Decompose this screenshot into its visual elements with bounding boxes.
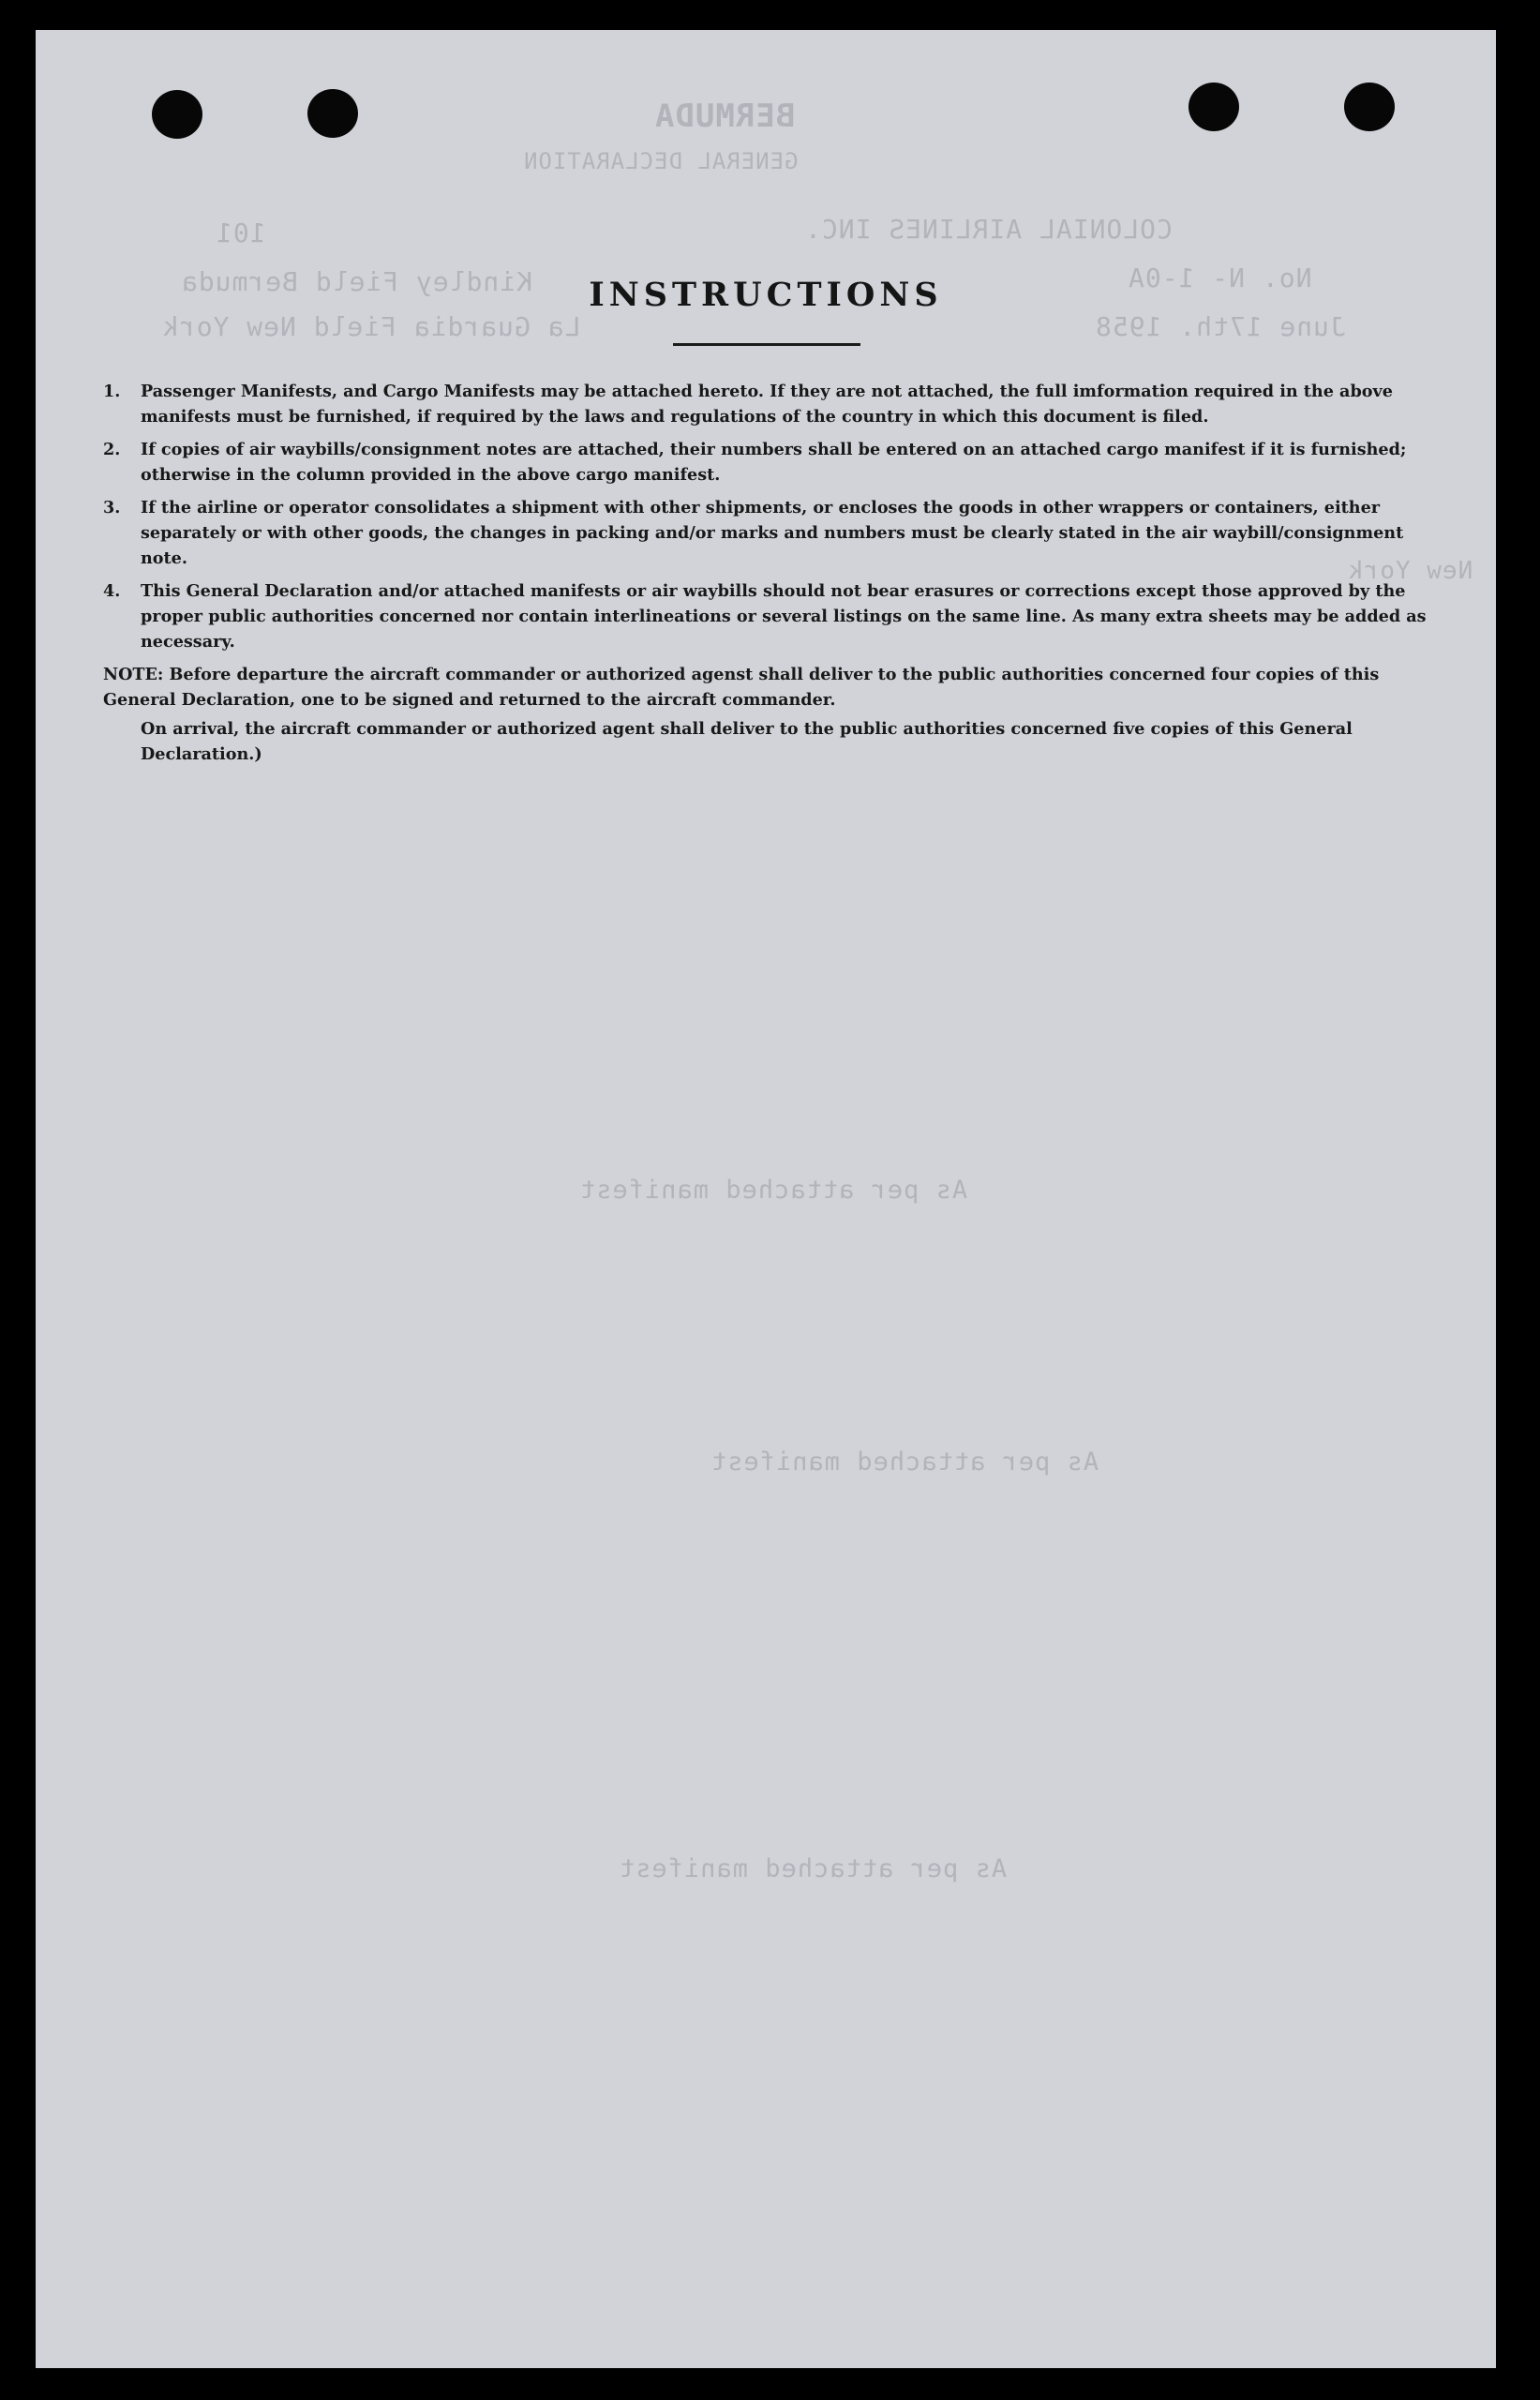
document-page <box>36 30 1496 2368</box>
show-through-header-1: BERMUDA <box>654 98 796 135</box>
instruction-text: Passenger Manifests, and Cargo Manifests may be attached hereto. If they are not attached, the full imformation required in the above manifests must be furnished, if required by the laws and regulations of the country in which this document is filed. <box>141 382 1393 427</box>
punch-hole-right-1 <box>1189 82 1239 131</box>
note-text-2: On arrival, the aircraft commander or authorized agent shall deliver to the public authorities concerned five copies of this General Declaration.) <box>141 719 1353 764</box>
note-block <box>103 662 1432 767</box>
instruction-number: 4. <box>103 581 121 601</box>
instruction-text: If the airline or operator consolidates a shipment with other shipments, or encloses the goods in other wrappers or containers, either separately or with other goods, the changes in packing and/or marks and numbers must be clearly stated in the air waybill/consignment note. <box>141 498 1404 568</box>
note-label: NOTE: <box>103 665 164 684</box>
punch-hole-right-2 <box>1344 82 1395 131</box>
show-through-to: La Guardia Field New York <box>162 311 581 342</box>
instructions-list <box>103 379 1432 767</box>
show-through-header-2: GENERAL DECLARATION <box>523 148 799 174</box>
note-text-1: Before departure the aircraft commander or authorized agenst shall deliver to the public authorities concerned four copies of this General Declaration, one to be signed and returned to the aircraft commander. <box>103 665 1380 710</box>
instruction-item <box>103 578 1432 654</box>
show-through-manifest-2: As per attached manifest <box>710 1448 1099 1477</box>
page-title: INSTRUCTIONS <box>589 276 943 314</box>
show-through-manifest-3: As per attached manifest <box>619 1854 1008 1883</box>
show-through-place: New York <box>1348 557 1473 585</box>
show-through-airline: COLONIAL AIRLINES INC. <box>804 214 1173 245</box>
show-through-from: Kindley Field Bermuda <box>181 266 533 297</box>
show-through-manifest-1: As per attached manifest <box>579 1176 968 1205</box>
instruction-item <box>103 437 1432 488</box>
title-underline <box>673 343 860 346</box>
instruction-text: This General Declaration and/or attached manifests or air waybills should not bear erasures or corrections except those approved by the proper public authorities concerned nor contain interlineations or several listings on the same line. As many extra sheets may be added as necessary. <box>141 581 1427 652</box>
instruction-number: 2. <box>103 440 121 459</box>
instruction-number: 3. <box>103 498 121 518</box>
show-through-flight-no: No. N- 1-0A <box>1128 262 1312 293</box>
punch-hole-left-1 <box>152 90 202 139</box>
instruction-item <box>103 495 1432 571</box>
instruction-number: 1. <box>103 382 121 401</box>
show-through-number: 101 <box>216 218 266 248</box>
punch-hole-left-2 <box>307 89 358 138</box>
instruction-text: If copies of air waybills/consignment notes are attached, their numbers shall be entered on an attached cargo manifest if it is furnished; otherwise in the column provided in the above cargo manifest. <box>141 440 1407 485</box>
show-through-date: June 17th. 1958 <box>1095 311 1346 342</box>
instruction-item <box>103 379 1432 429</box>
